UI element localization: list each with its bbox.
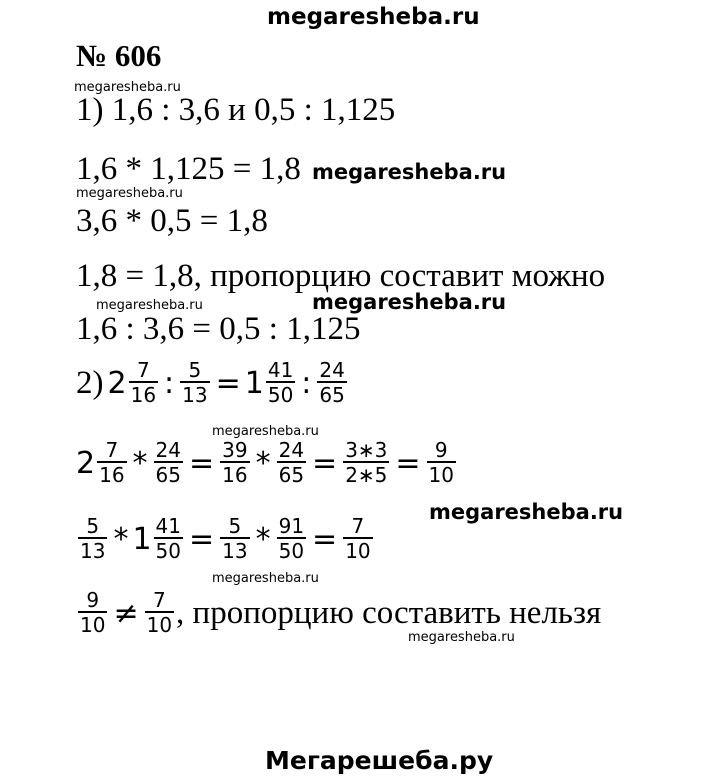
operator: = (189, 445, 215, 481)
part1-line4: 1,8 = 1,8, пропорцию составит можно (76, 258, 606, 294)
watermark-big: megaresheba.ru (429, 500, 624, 524)
operator: = (395, 445, 421, 481)
whole-number: 2 (107, 365, 127, 401)
header-site: megaresheba.ru (267, 4, 480, 30)
fraction: $\frac{24}{65}$ (155, 438, 181, 487)
part2-line4 (76, 590, 601, 636)
operator: = (312, 445, 338, 481)
watermark-small: megaresheba.ru (212, 571, 319, 586)
fraction: $\frac{3∗3}{2∗5}$ (345, 438, 388, 487)
part2-line3 (76, 516, 375, 562)
whole-number: 2 (76, 445, 96, 481)
part1-line3: 3,6 * 0,5 = 1,8 (76, 203, 268, 239)
part2-prefix: 2) (76, 364, 104, 401)
operator: : (301, 365, 312, 401)
fraction: $\frac{7}{16}$ (130, 358, 157, 407)
fraction: $\frac{9}{10}$ (428, 438, 454, 487)
watermark-small: megaresheba.ru (212, 424, 319, 439)
fraction: $\frac{9}{10}$ (80, 588, 106, 637)
operator: * (132, 445, 148, 481)
conclusion-text: , пропорцию составить нельзя (176, 594, 602, 631)
part1-line2: 1,6 * 1,125 = 1,8 (76, 151, 301, 187)
operator: = (312, 521, 338, 557)
operator: * (255, 445, 271, 481)
watermark-small: megaresheba.ru (76, 186, 183, 201)
watermark-big: megaresheba.ru (312, 290, 507, 314)
footer-site: Мегарешеба.ру (265, 746, 494, 775)
watermark-small: megaresheba.ru (96, 298, 203, 313)
part2-line1 (76, 360, 349, 406)
fraction: $\frac{24}{65}$ (319, 358, 345, 407)
whole-number: 1 (244, 365, 264, 401)
fraction: $\frac{5}{13}$ (222, 514, 248, 563)
watermark-small: megaresheba.ru (74, 80, 181, 95)
operator: = (215, 365, 241, 401)
fraction: $\frac{24}{65}$ (278, 438, 305, 487)
watermark-small: megaresheba.ru (408, 630, 515, 645)
fraction: $\frac{39}{16}$ (222, 438, 248, 487)
whole-number: 1 (132, 521, 152, 557)
fraction: $\frac{41}{50}$ (155, 514, 181, 563)
fraction: $\frac{91}{50}$ (278, 514, 305, 563)
watermark-big: megaresheba.ru (312, 160, 507, 184)
problem-title: № 606 (76, 38, 162, 73)
operator: : (164, 365, 175, 401)
part1-line5: 1,6 : 3,6 = 0,5 : 1,125 (76, 311, 361, 347)
fraction: $\frac{5}{13}$ (182, 358, 208, 407)
fraction: $\frac{7}{16}$ (99, 438, 125, 487)
fraction: $\frac{7}{10}$ (146, 588, 173, 637)
fraction: $\frac{7}{10}$ (345, 514, 371, 563)
operator: = (189, 521, 215, 557)
fraction: $\frac{5}{13}$ (80, 514, 106, 563)
part1-line1: 1) 1,6 : 3,6 и 0,5 : 1,125 (76, 92, 396, 128)
operator: * (255, 521, 271, 557)
operator: * (113, 521, 129, 557)
part2-line2 (76, 440, 458, 486)
fraction: $\frac{41}{50}$ (267, 358, 294, 407)
operator: ≠ (113, 595, 139, 631)
